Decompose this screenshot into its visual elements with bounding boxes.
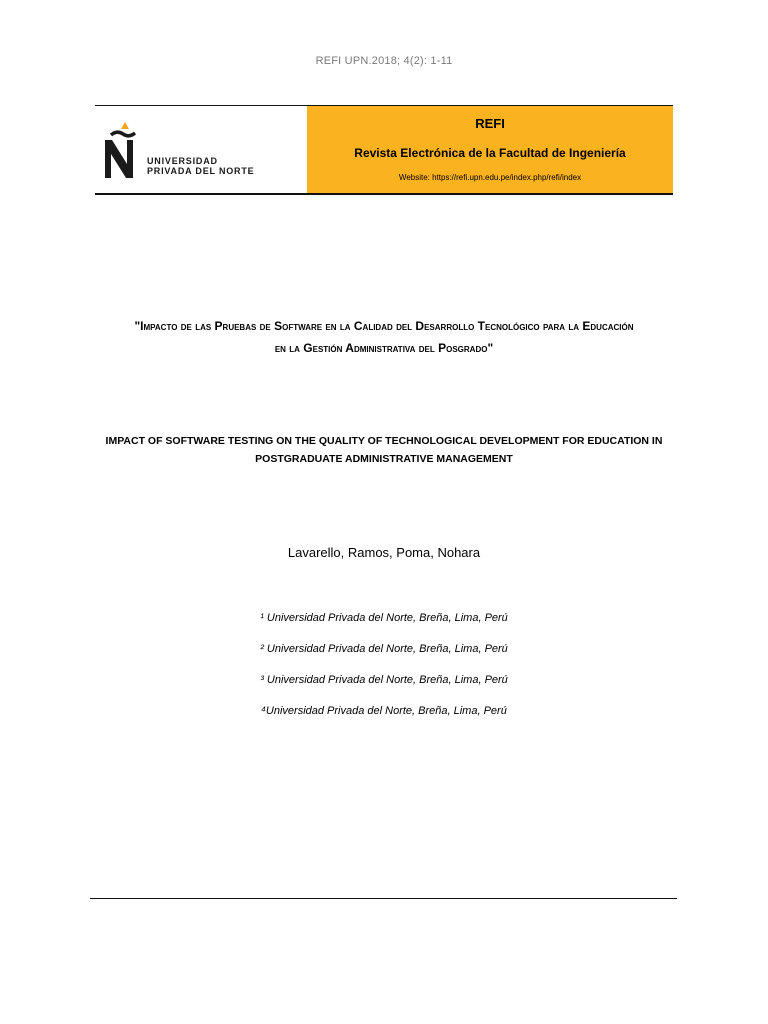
upn-logo-icon <box>101 120 141 180</box>
journal-name: Revista Electrónica de la Facultad de Ingeniería <box>354 146 626 160</box>
title-spanish-line-1: "Impacto de las Pruebas de Software en la Calidad del Desarrollo Tecnológico para la Educación <box>134 319 634 333</box>
university-logo <box>95 106 307 193</box>
logo-line-1: UNIVERSIDAD <box>147 156 218 166</box>
affiliation-3: ³ Universidad Privada del Norte, Breña, Lima, Perú <box>260 674 508 686</box>
journal-abbrev: REFI <box>475 116 505 131</box>
logo-line-2: PRIVADA DEL NORTE <box>147 166 255 176</box>
author-list: Lavarello, Ramos, Poma, Nohara <box>287 545 481 560</box>
title-spanish <box>80 315 688 359</box>
affiliation-list <box>0 610 768 734</box>
running-head: REFI UPN.2018; 4(2): 1-11 <box>315 55 453 67</box>
title-english <box>80 432 688 468</box>
footer-divider <box>90 898 677 899</box>
journal-website: Website: https://refi.upn.edu.pe/index.php/refi/index <box>398 173 582 182</box>
title-english-line-2: POSTGRADUATE ADMINISTRATIVE MANAGEMENT <box>255 453 513 465</box>
journal-info-panel <box>307 106 673 193</box>
logo-wordmark <box>147 156 254 176</box>
journal-header <box>95 105 673 195</box>
affiliation-1: ¹ Universidad Privada del Norte, Breña, Lima, Perú <box>260 612 508 624</box>
affiliation-2: ² Universidad Privada del Norte, Breña, Lima, Perú <box>260 643 508 655</box>
affiliation-4: ⁴Universidad Privada del Norte, Breña, Lima, Perú <box>261 705 507 717</box>
title-english-line-1: IMPACT OF SOFTWARE TESTING ON THE QUALITY OF TECHNOLOGICAL DEVELOPMENT FOR EDUCATION IN <box>105 435 663 447</box>
title-spanish-line-2: en la Gestión Administrativa del Posgrado" <box>274 341 494 355</box>
